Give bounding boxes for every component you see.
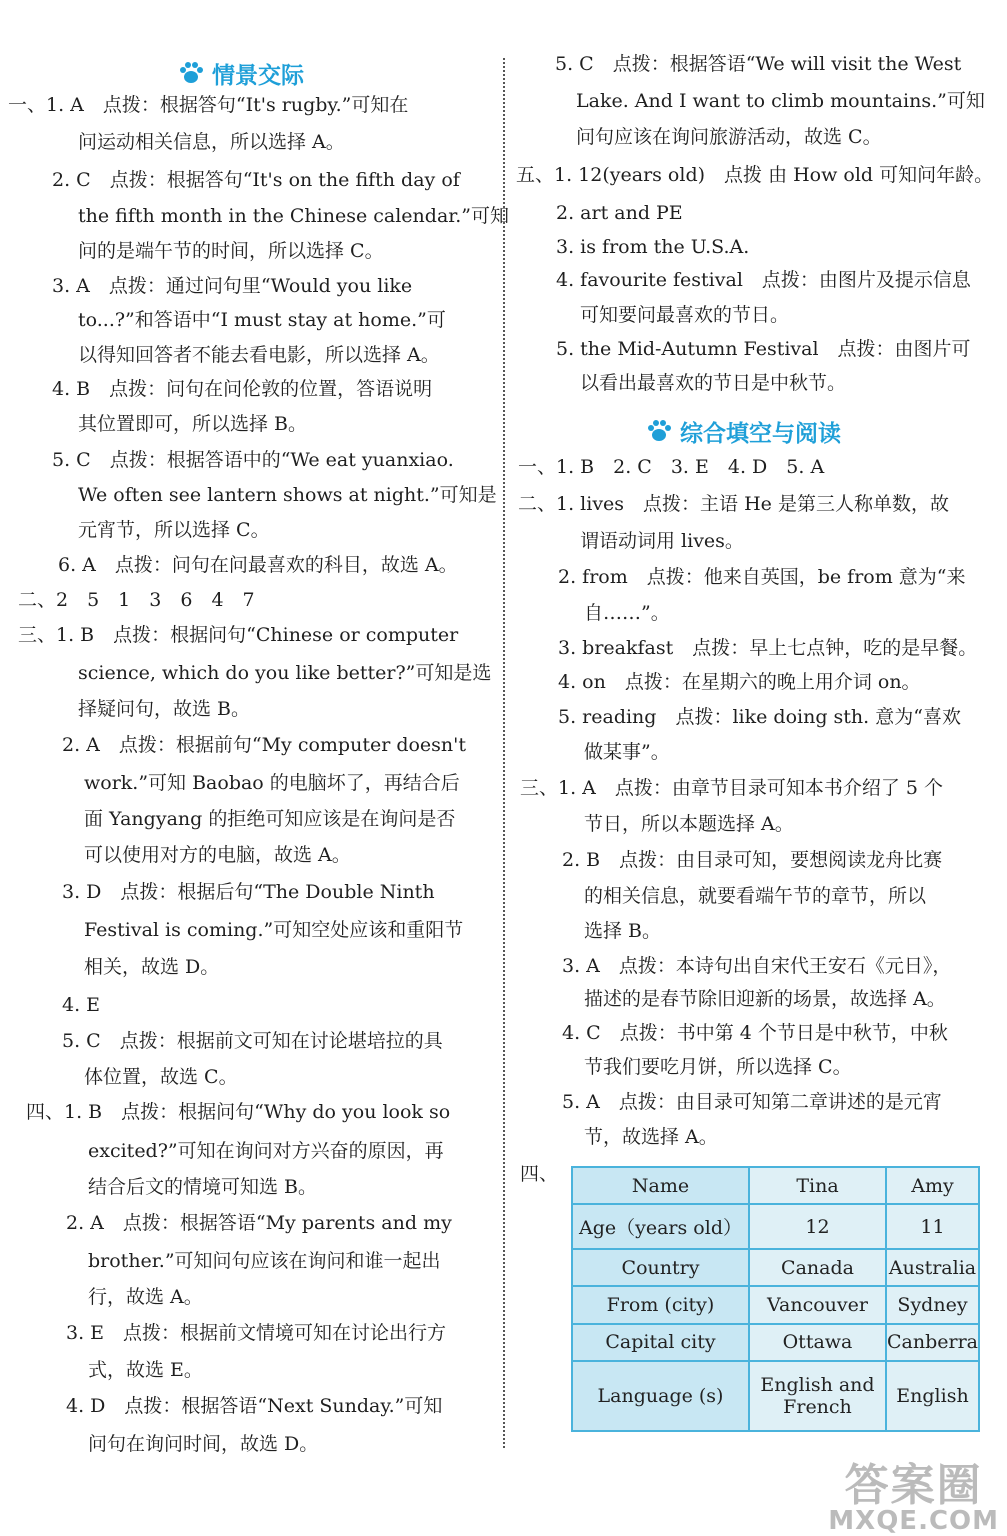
answer-line: 3. is from the U.S.A. [556, 236, 750, 258]
answer-line: 三、1. B 点拨：根据问句“Chinese or computer [18, 624, 459, 646]
answer-line: 5. reading 点拨：like doing sth. 意为“喜欢 [558, 706, 961, 728]
answer-line: 2. C 点拨：根据答句“It's on the fifth day of [52, 169, 460, 191]
paw-icon [646, 419, 672, 443]
answer-line: 节，故选择 A。 [584, 1126, 718, 1148]
answer-line: 3. breakfast 点拨：早上七点钟，吃的是早餐。 [558, 637, 978, 659]
answer-line: 5. A 点拨：由目录可知第二章讲述的是元宵 [562, 1091, 942, 1113]
answer-line: 5. C 点拨：根据前文可知在讨论堪培拉的具 [62, 1030, 443, 1052]
answer-line: 四、 [520, 1163, 559, 1185]
answer-line: 2. B 点拨：由目录可知，要想阅读龙舟比赛 [562, 849, 943, 871]
answer-line: 选择 B。 [584, 920, 662, 942]
answer-line: 可知要问最喜欢的节日。 [580, 304, 790, 326]
table-cell: 12 [749, 1204, 886, 1249]
answer-line: 五、1. 12(years old) 点拨 由 How old 可知问年龄。 [516, 164, 994, 186]
table-cell: English and French [749, 1361, 886, 1431]
table-cell: From (city) [572, 1286, 749, 1323]
answer-line: 5. C 点拨：根据答语中的“We eat yuanxiao. [52, 449, 454, 471]
answer-line: 问句在询问时间，故选 D。 [88, 1433, 319, 1455]
answer-line: 问运动相关信息，所以选择 A。 [78, 131, 345, 153]
table-row [572, 1286, 979, 1323]
table-cell: Language (s) [572, 1361, 749, 1431]
answer-line: 2. from 点拨：他来自英国，be from 意为“来 [558, 566, 966, 588]
answer-line: 2. A 点拨：根据答语“My parents and my [66, 1212, 452, 1234]
table-cell: Capital city [572, 1324, 749, 1361]
table-cell: 11 [886, 1204, 979, 1249]
answer-line: 行，故选 A。 [88, 1286, 203, 1308]
answer-line: 的相关信息，就要看端午节的章节，所以 [584, 885, 927, 907]
watermark-site: MXQE.COM [828, 1506, 999, 1536]
column-divider [503, 58, 505, 1448]
table-row [572, 1361, 979, 1431]
answer-line: science, which do you like better?”可知是选 [78, 662, 492, 684]
answer-line: 自……”。 [584, 602, 670, 624]
watermark-logo-text: 答案圈 [844, 1460, 983, 1511]
answer-line: 二、2 5 1 3 6 4 7 [18, 589, 255, 611]
answer-line: 5. C 点拨：根据答语“We will visit the West [555, 53, 962, 75]
answer-line: brother.”可知问句应该在询问和谁一起出 [88, 1250, 441, 1272]
table-row [572, 1204, 979, 1249]
answer-line: 结合后文的情境可知选 B。 [88, 1176, 318, 1198]
answer-line: 以得知回答者不能去看电影，所以选择 A。 [78, 344, 440, 366]
table-row [572, 1249, 979, 1286]
section-title-text: 情景交际 [212, 62, 304, 89]
answer-line: 一、1. B 2. C 3. E 4. D 5. A [518, 456, 825, 478]
section-title-situational [178, 55, 304, 91]
answer-line: 3. A 点拨：本诗句出自宋代王安石《元日》， [562, 955, 952, 977]
answer-line: 节日，所以本题选择 A。 [584, 813, 794, 835]
answer-line: 以看出最喜欢的节日是中秋节。 [580, 372, 847, 394]
answer-line: 4. on 点拨：在星期六的晚上用介词 on。 [558, 671, 921, 693]
answer-line: 相关，故选 D。 [84, 956, 220, 978]
answer-line: Lake. And I want to climb mountains.”可知 [576, 90, 985, 112]
table-cell: Vancouver [749, 1286, 886, 1323]
answer-line: 可以使用对方的电脑，故选 A。 [84, 844, 351, 866]
answer-line: 4. B 点拨：问句在问伦敦的位置，答语说明 [52, 378, 433, 400]
answer-line: 描述的是春节除旧迎新的场景，故选择 A。 [584, 988, 946, 1010]
answer-line: 3. D 点拨：根据后句“The Double Ninth [62, 881, 435, 903]
answer-line: 元宵节，所以选择 C。 [78, 519, 270, 541]
table-cell: Canada [749, 1249, 886, 1286]
table-cell: Australia [886, 1249, 979, 1286]
answer-line: 3. A 点拨：通过问句里“Would you like [52, 275, 413, 297]
answer-line: 节我们要吃月饼，所以选择 C。 [584, 1056, 852, 1078]
answer-line: 问的是端午节的时间，所以选择 C。 [78, 240, 384, 262]
answer-line: 2. A 点拨：根据前句“My computer doesn't [62, 734, 467, 756]
table-row [572, 1324, 979, 1361]
answer-line: 5. the Mid-Autumn Festival 点拨：由图片可 [556, 338, 971, 360]
answer-line: 择疑问句，故选 B。 [78, 698, 251, 720]
table-cell: Age（years old） [572, 1204, 749, 1249]
table-cell: Country [572, 1249, 749, 1286]
answer-line: 二、1. lives 点拨：主语 He 是第三人称单数，故 [518, 493, 949, 515]
section-title-text: 综合填空与阅读 [680, 420, 841, 447]
answer-line: 谓语动词用 lives。 [580, 530, 744, 552]
answer-line: 做某事”。 [584, 741, 670, 763]
answer-line: We often see lantern shows at night.”可知是 [78, 484, 497, 506]
table-cell: Canberra [886, 1324, 979, 1361]
answer-line: the fifth month in the Chinese calendar.”可知 [78, 205, 510, 227]
answer-line: 6. A 点拨：问句在问最喜欢的科目，故选 A。 [58, 554, 458, 576]
table-cell: Tina [749, 1167, 886, 1204]
answer-line: 四、1. B 点拨：根据问句“Why do you look so [26, 1101, 451, 1123]
info-table [571, 1166, 980, 1432]
table-cell: Sydney [886, 1286, 979, 1323]
answer-line: 4. E [62, 994, 101, 1016]
section-title-cloze-reading [646, 413, 841, 449]
answer-line: 4. C 点拨：书中第 4 个节日是中秋节，中秋 [562, 1022, 948, 1044]
answer-line: 体位置，故选 C。 [84, 1066, 238, 1088]
watermark [828, 1460, 999, 1536]
answer-line: 面 Yangyang 的拒绝可知应该是在询问是否 [84, 808, 456, 830]
answer-line: 2. art and PE [556, 202, 683, 224]
answer-line: 问句应该在询问旅游活动，故选 C。 [576, 126, 882, 148]
table-cell: English [886, 1361, 979, 1431]
table-cell: Amy [886, 1167, 979, 1204]
table-cell: Name [572, 1167, 749, 1204]
answer-line: 4. favourite festival 点拨：由图片及提示信息 [556, 269, 971, 291]
answer-line: 一、1. A 点拨：根据答句“It's rugby.”可知在 [8, 94, 409, 116]
answer-line: 式，故选 E。 [88, 1359, 203, 1381]
table-row [572, 1167, 979, 1204]
answer-line: 4. D 点拨：根据答语“Next Sunday.”可知 [66, 1395, 443, 1417]
answer-line: 三、1. A 点拨：由章节目录可知本书介绍了 5 个 [520, 777, 944, 799]
answer-line: 其位置即可，所以选择 B。 [78, 413, 308, 435]
paw-icon [178, 61, 204, 85]
answer-line: work.”可知 Baobao 的电脑坏了，再结合后 [84, 772, 460, 794]
answer-line: to...?”和答语中“I must stay at home.”可 [78, 309, 446, 331]
answer-line: Festival is coming.”可知空处应该和重阳节 [84, 919, 464, 941]
table-cell: Ottawa [749, 1324, 886, 1361]
answer-line: excited?”可知在询问对方兴奋的原因，再 [88, 1140, 444, 1162]
answer-line: 3. E 点拨：根据前文情境可知在讨论出行方 [66, 1322, 447, 1344]
